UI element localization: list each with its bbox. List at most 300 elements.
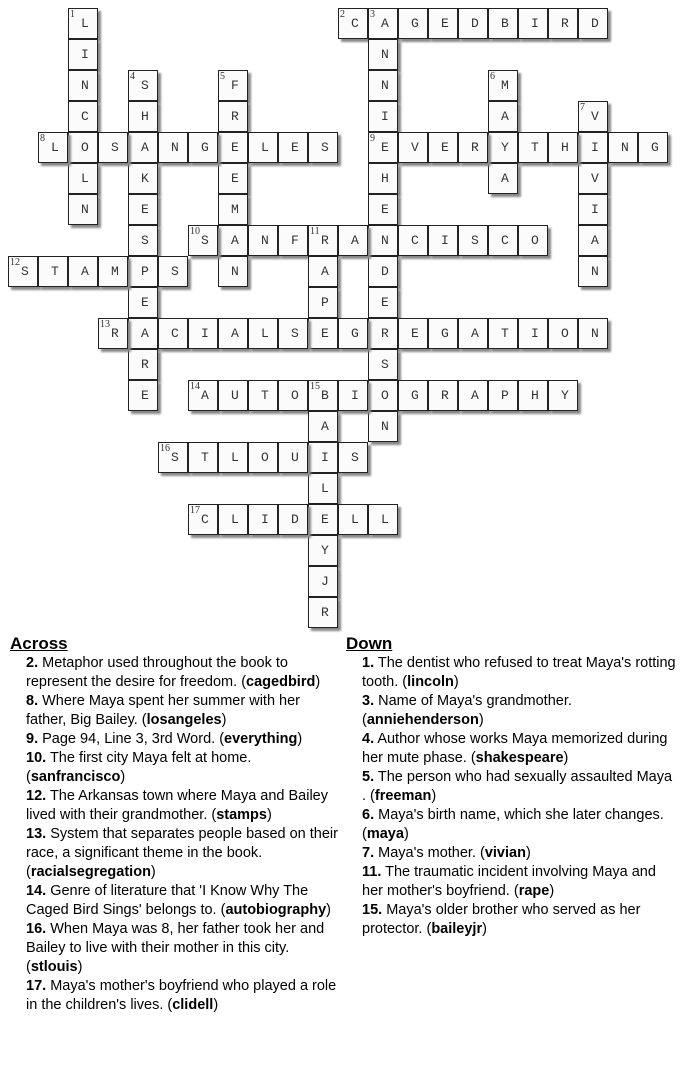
grid-cell[interactable] xyxy=(488,101,518,132)
grid-cell[interactable] xyxy=(278,504,308,535)
grid-cell[interactable] xyxy=(128,194,158,225)
grid-cell[interactable] xyxy=(308,132,338,163)
clue-answer: shakespeare xyxy=(475,750,564,766)
grid-cell[interactable] xyxy=(368,504,398,535)
cell-letter: A xyxy=(591,233,599,248)
grid-cell[interactable] xyxy=(68,194,98,225)
cell-letter: N xyxy=(81,78,89,93)
clue-item xyxy=(26,730,340,749)
clue-number: 2 xyxy=(340,9,345,20)
grid-cell[interactable] xyxy=(428,132,458,163)
grid-cell[interactable] xyxy=(488,163,518,194)
clue-end: ) xyxy=(525,845,531,861)
cell-letter: R xyxy=(111,326,119,341)
grid-cell[interactable] xyxy=(188,504,218,535)
grid-cell[interactable] xyxy=(368,380,398,411)
grid-cell[interactable] xyxy=(248,380,278,411)
grid-cell[interactable] xyxy=(308,411,338,442)
grid-cell[interactable] xyxy=(578,132,608,163)
cell-letter: M xyxy=(111,264,119,279)
grid-cell[interactable] xyxy=(38,132,68,163)
grid-cell[interactable] xyxy=(458,8,488,39)
clue-end: ) xyxy=(266,807,272,823)
grid-cell[interactable] xyxy=(308,318,338,349)
grid-cell[interactable] xyxy=(338,225,368,256)
clue-text: Genre of literature that 'I Know Why The Caged Bird Sings' belongs to. ( xyxy=(26,883,309,918)
grid-cell[interactable] xyxy=(188,380,218,411)
clue-item xyxy=(26,977,340,1015)
cell-letter: A xyxy=(501,109,509,124)
cell-letter: P xyxy=(501,388,509,403)
grid-cell[interactable] xyxy=(578,194,608,225)
grid-cell[interactable] xyxy=(368,101,398,132)
grid-cell[interactable] xyxy=(368,256,398,287)
cell-letter: A xyxy=(231,326,239,341)
cell-letter: F xyxy=(291,233,299,248)
grid-cell[interactable] xyxy=(308,380,338,411)
grid-cell[interactable] xyxy=(128,318,158,349)
cell-letter: A xyxy=(321,419,329,434)
clue-answer: stamps xyxy=(216,807,267,823)
clue-text: Author whose works Maya memorized during her mute phase. ( xyxy=(362,731,668,766)
grid-cell[interactable] xyxy=(308,473,338,504)
grid-cell[interactable] xyxy=(68,163,98,194)
cell-letter: N xyxy=(381,233,389,248)
cell-letter: N xyxy=(591,326,599,341)
grid-cell[interactable] xyxy=(188,318,218,349)
grid-cell[interactable] xyxy=(128,132,158,163)
grid-cell[interactable] xyxy=(368,349,398,380)
grid-cell[interactable] xyxy=(368,8,398,39)
grid-cell[interactable] xyxy=(578,225,608,256)
grid-cell[interactable] xyxy=(218,225,248,256)
grid-cell[interactable] xyxy=(518,132,548,163)
grid-cell[interactable] xyxy=(488,132,518,163)
cell-letter: R xyxy=(561,16,569,31)
grid-cell[interactable] xyxy=(188,225,218,256)
clue-item xyxy=(362,806,676,844)
clue-end: ) xyxy=(297,731,303,747)
grid-cell[interactable] xyxy=(308,535,338,566)
down-clues xyxy=(346,633,676,939)
grid-cell[interactable] xyxy=(578,8,608,39)
grid-cell[interactable] xyxy=(368,287,398,318)
clue-number: 6 xyxy=(490,71,495,82)
clue-text: The traumatic incident involving Maya and her mother's boyfriend. ( xyxy=(362,864,656,899)
clue-text: Maya's older brother who served as her protector. ( xyxy=(362,902,641,937)
clue-number: 11. xyxy=(362,864,382,880)
cell-letter: M xyxy=(231,202,239,217)
cell-letter: L xyxy=(351,512,359,527)
clue-text: Page 94, Line 3, 3rd Word. ( xyxy=(38,731,225,747)
grid-cell[interactable] xyxy=(278,132,308,163)
cell-letter: E xyxy=(231,171,239,186)
cell-letter: Y xyxy=(321,543,329,558)
clue-text: The dentist who refused to treat Maya's rotting tooth. ( xyxy=(362,655,676,690)
cell-letter: H xyxy=(381,171,389,186)
clue-answer: cagedbird xyxy=(246,674,316,690)
clue-end: ) xyxy=(221,712,227,728)
grid-cell[interactable] xyxy=(428,8,458,39)
clue-end: ) xyxy=(403,826,409,842)
cell-letter: I xyxy=(381,109,389,124)
grid-cell[interactable] xyxy=(68,70,98,101)
clue-number: 14. xyxy=(26,883,47,899)
cell-letter: A xyxy=(471,388,479,403)
clue-answer: autobiography xyxy=(225,902,327,918)
grid-cell[interactable] xyxy=(428,318,458,349)
grid-cell[interactable] xyxy=(158,132,188,163)
cell-letter: O xyxy=(291,388,299,403)
clue-number: 15 xyxy=(310,381,320,392)
cell-letter: P xyxy=(141,264,149,279)
across-clues xyxy=(10,633,340,1015)
cell-letter: L xyxy=(81,16,89,31)
grid-cell[interactable] xyxy=(368,70,398,101)
cell-letter: O xyxy=(561,326,569,341)
cell-letter: N xyxy=(621,140,629,155)
cell-letter: I xyxy=(351,388,359,403)
clue-text: Metaphor used throughout the book to represent the desire for freedom. ( xyxy=(26,655,288,690)
grid-cell[interactable] xyxy=(488,225,518,256)
cell-letter: E xyxy=(231,140,239,155)
grid-cell[interactable] xyxy=(638,132,668,163)
cell-letter: R xyxy=(321,233,329,248)
grid-cell[interactable] xyxy=(368,132,398,163)
grid-cell[interactable] xyxy=(518,318,548,349)
grid-cell[interactable] xyxy=(368,318,398,349)
cell-letter: R xyxy=(441,388,449,403)
grid-cell[interactable] xyxy=(248,504,278,535)
clue-item xyxy=(362,863,676,901)
clue-item xyxy=(26,654,340,692)
grid-cell[interactable] xyxy=(248,318,278,349)
cell-letter: R xyxy=(321,605,329,620)
grid-cell[interactable] xyxy=(368,411,398,442)
clue-answer: sanfrancisco xyxy=(30,769,121,785)
cell-letter: R xyxy=(141,357,149,372)
grid-cell[interactable] xyxy=(218,504,248,535)
cell-letter: I xyxy=(531,16,539,31)
clue-item xyxy=(26,825,340,882)
grid-cell[interactable] xyxy=(218,318,248,349)
grid-cell[interactable] xyxy=(248,132,278,163)
grid-cell[interactable] xyxy=(278,318,308,349)
cell-letter: N xyxy=(381,47,389,62)
grid-cell[interactable] xyxy=(338,8,368,39)
grid-cell[interactable] xyxy=(128,256,158,287)
grid-cell[interactable] xyxy=(68,8,98,39)
clue-end: ) xyxy=(326,902,331,918)
clue-text: Where Maya spent her summer with her father, Big Bailey. ( xyxy=(26,693,300,728)
clue-answer: everything xyxy=(224,731,298,747)
grid-cell[interactable] xyxy=(578,163,608,194)
grid-cell[interactable] xyxy=(458,318,488,349)
cell-letter: I xyxy=(201,326,209,341)
cell-letter: I xyxy=(591,140,599,155)
cell-letter: N xyxy=(81,202,89,217)
cell-letter: O xyxy=(81,140,89,155)
grid-cell[interactable] xyxy=(308,597,338,628)
clue-number: 15. xyxy=(362,902,383,918)
cell-letter: E xyxy=(441,140,449,155)
grid-cell[interactable] xyxy=(398,318,428,349)
cell-letter: K xyxy=(141,171,149,186)
grid-cell[interactable] xyxy=(578,101,608,132)
grid-cell[interactable] xyxy=(308,287,338,318)
grid-cell[interactable] xyxy=(278,225,308,256)
cell-letter: G xyxy=(201,140,209,155)
grid-cell[interactable] xyxy=(398,8,428,39)
clue-number: 16 xyxy=(160,443,170,454)
clue-number: 9. xyxy=(26,731,39,747)
grid-cell[interactable] xyxy=(218,70,248,101)
grid-cell[interactable] xyxy=(548,318,578,349)
clue-answer: baileyjr xyxy=(431,921,483,937)
clue-number: 8. xyxy=(26,693,39,709)
cell-letter: U xyxy=(291,450,299,465)
cell-letter: I xyxy=(591,202,599,217)
clue-number: 5. xyxy=(362,769,375,785)
cell-letter: A xyxy=(381,16,389,31)
grid-cell[interactable] xyxy=(308,256,338,287)
grid-cell[interactable] xyxy=(518,380,548,411)
grid-cell[interactable] xyxy=(368,163,398,194)
clue-text: Maya's birth name, which she later changes. ( xyxy=(362,807,664,842)
grid-cell[interactable] xyxy=(488,70,518,101)
cell-letter: E xyxy=(381,202,389,217)
grid-cell[interactable] xyxy=(218,442,248,473)
cell-letter: E xyxy=(381,295,389,310)
grid-cell[interactable] xyxy=(248,225,278,256)
clue-item xyxy=(26,882,340,920)
clue-number: 12 xyxy=(10,257,20,268)
grid-cell[interactable] xyxy=(488,380,518,411)
cell-letter: E xyxy=(321,512,329,527)
cell-letter: T xyxy=(51,264,59,279)
clue-number: 10. xyxy=(26,750,47,766)
clue-item xyxy=(26,692,340,730)
cell-letter: L xyxy=(261,140,269,155)
grid-cell[interactable] xyxy=(308,225,338,256)
clue-number: 14 xyxy=(190,381,200,392)
cell-letter: V xyxy=(411,140,419,155)
cell-letter: E xyxy=(441,16,449,31)
grid-cell[interactable] xyxy=(128,70,158,101)
cell-letter: G xyxy=(411,16,419,31)
grid-cell[interactable] xyxy=(338,504,368,535)
grid-cell[interactable] xyxy=(578,318,608,349)
clue-answer: rape xyxy=(518,883,550,899)
cell-letter: E xyxy=(141,202,149,217)
clue-number: 11 xyxy=(310,226,320,237)
cell-letter: O xyxy=(261,450,269,465)
grid-cell[interactable] xyxy=(458,380,488,411)
grid-cell[interactable] xyxy=(398,132,428,163)
cell-letter: C xyxy=(201,512,209,527)
grid-cell[interactable] xyxy=(158,256,188,287)
cell-letter: A xyxy=(351,233,359,248)
grid-cell[interactable] xyxy=(338,318,368,349)
cell-letter: E xyxy=(141,388,149,403)
grid-cell[interactable] xyxy=(98,132,128,163)
cell-letter: P xyxy=(321,295,329,310)
grid-cell[interactable] xyxy=(98,318,128,349)
grid-cell[interactable] xyxy=(128,380,158,411)
cell-letter: A xyxy=(471,326,479,341)
cell-letter: M xyxy=(501,78,509,93)
grid-cell[interactable] xyxy=(548,132,578,163)
grid-cell[interactable] xyxy=(248,442,278,473)
cell-letter: S xyxy=(21,264,29,279)
grid-cell[interactable] xyxy=(338,380,368,411)
cell-letter: B xyxy=(501,16,509,31)
clue-number: 12. xyxy=(26,788,47,804)
cell-letter: L xyxy=(51,140,59,155)
grid-cell[interactable] xyxy=(308,566,338,597)
cell-letter: T xyxy=(531,140,539,155)
grid-cell[interactable] xyxy=(308,504,338,535)
clue-end: ) xyxy=(150,864,156,880)
cell-letter: A xyxy=(141,326,149,341)
cell-letter: A xyxy=(141,140,149,155)
grid-cell[interactable] xyxy=(128,225,158,256)
cell-letter: S xyxy=(381,357,389,372)
grid-cell[interactable] xyxy=(218,132,248,163)
cell-letter: N xyxy=(261,233,269,248)
grid-cell[interactable] xyxy=(428,225,458,256)
cell-letter: O xyxy=(381,388,389,403)
grid-cell[interactable] xyxy=(68,101,98,132)
grid-cell[interactable] xyxy=(158,442,188,473)
grid-cell[interactable] xyxy=(128,349,158,380)
grid-cell[interactable] xyxy=(8,256,38,287)
grid-cell[interactable] xyxy=(68,256,98,287)
clue-answer: anniehenderson xyxy=(366,712,479,728)
clue-number: 7. xyxy=(362,845,375,861)
cell-letter: D xyxy=(291,512,299,527)
cell-letter: B xyxy=(321,388,329,403)
grid-cell[interactable] xyxy=(38,256,68,287)
grid-cell[interactable] xyxy=(128,163,158,194)
grid-cell[interactable] xyxy=(398,380,428,411)
cell-letter: C xyxy=(501,233,509,248)
clue-item xyxy=(362,692,676,730)
clue-answer: maya xyxy=(366,826,404,842)
grid-cell[interactable] xyxy=(368,39,398,70)
grid-cell[interactable] xyxy=(428,380,458,411)
cell-letter: I xyxy=(321,450,329,465)
grid-cell[interactable] xyxy=(398,225,428,256)
grid-cell[interactable] xyxy=(68,132,98,163)
cell-letter: D xyxy=(381,264,389,279)
cell-letter: N xyxy=(171,140,179,155)
cell-letter: H xyxy=(561,140,569,155)
clue-item xyxy=(362,844,676,863)
clue-number: 3 xyxy=(370,9,375,20)
cell-letter: G xyxy=(411,388,419,403)
grid-cell[interactable] xyxy=(458,132,488,163)
grid-cell[interactable] xyxy=(308,442,338,473)
cell-letter: C xyxy=(411,233,419,248)
grid-cell[interactable] xyxy=(368,194,398,225)
grid-cell[interactable] xyxy=(158,318,188,349)
clue-end: ) xyxy=(478,712,484,728)
clue-answer: lincoln xyxy=(407,674,454,690)
cell-letter: G xyxy=(651,140,659,155)
cell-letter: N xyxy=(231,264,239,279)
clue-number: 13. xyxy=(26,826,47,842)
grid-cell[interactable] xyxy=(128,101,158,132)
grid-cell[interactable] xyxy=(218,380,248,411)
cell-letter: L xyxy=(81,171,89,186)
grid-cell[interactable] xyxy=(98,256,128,287)
cell-letter: G xyxy=(351,326,359,341)
clue-number: 4. xyxy=(362,731,375,747)
cell-letter: V xyxy=(591,109,599,124)
cell-letter: Y xyxy=(561,388,569,403)
clue-number: 4 xyxy=(130,71,135,82)
clue-answer: vivian xyxy=(484,845,526,861)
clue-answer: stlouis xyxy=(30,959,78,975)
grid-cell[interactable] xyxy=(68,39,98,70)
cell-letter: D xyxy=(471,16,479,31)
cell-letter: G xyxy=(441,326,449,341)
clue-number: 2. xyxy=(26,655,39,671)
grid-cell[interactable] xyxy=(218,194,248,225)
grid-cell[interactable] xyxy=(218,101,248,132)
cell-letter: R xyxy=(381,326,389,341)
grid-cell[interactable] xyxy=(188,132,218,163)
grid-cell[interactable] xyxy=(548,380,578,411)
cell-letter: I xyxy=(261,512,269,527)
clue-text: The person who had sexually assaulted Maya . ( xyxy=(362,769,673,804)
cell-letter: S xyxy=(351,450,359,465)
grid-cell[interactable] xyxy=(608,132,638,163)
grid-cell[interactable] xyxy=(278,442,308,473)
grid-cell[interactable] xyxy=(218,163,248,194)
grid-cell[interactable] xyxy=(518,225,548,256)
cell-letter: C xyxy=(351,16,359,31)
clue-end: ) xyxy=(549,883,555,899)
grid-cell[interactable] xyxy=(128,287,158,318)
clue-text: Maya's mother. ( xyxy=(374,845,485,861)
cell-letter: I xyxy=(531,326,539,341)
clue-end: ) xyxy=(213,997,219,1013)
grid-cell[interactable] xyxy=(488,8,518,39)
grid-cell[interactable] xyxy=(458,225,488,256)
grid-cell[interactable] xyxy=(548,8,578,39)
cell-letter: I xyxy=(81,47,89,62)
clue-number: 1 xyxy=(70,9,75,20)
grid-cell[interactable] xyxy=(218,256,248,287)
clue-item xyxy=(362,730,676,768)
cell-letter: R xyxy=(471,140,479,155)
grid-cell[interactable] xyxy=(188,442,218,473)
grid-cell[interactable] xyxy=(578,256,608,287)
cell-letter: L xyxy=(231,450,239,465)
grid-cell[interactable] xyxy=(368,225,398,256)
clue-text: The first city Maya felt at home. ( xyxy=(26,750,252,785)
grid-cell[interactable] xyxy=(518,8,548,39)
cell-letter: N xyxy=(381,78,389,93)
grid-cell[interactable] xyxy=(488,318,518,349)
clue-end: ) xyxy=(482,921,487,937)
grid-cell[interactable] xyxy=(338,442,368,473)
grid-cell[interactable] xyxy=(278,380,308,411)
cell-letter: A xyxy=(231,233,239,248)
cell-letter: V xyxy=(591,171,599,186)
